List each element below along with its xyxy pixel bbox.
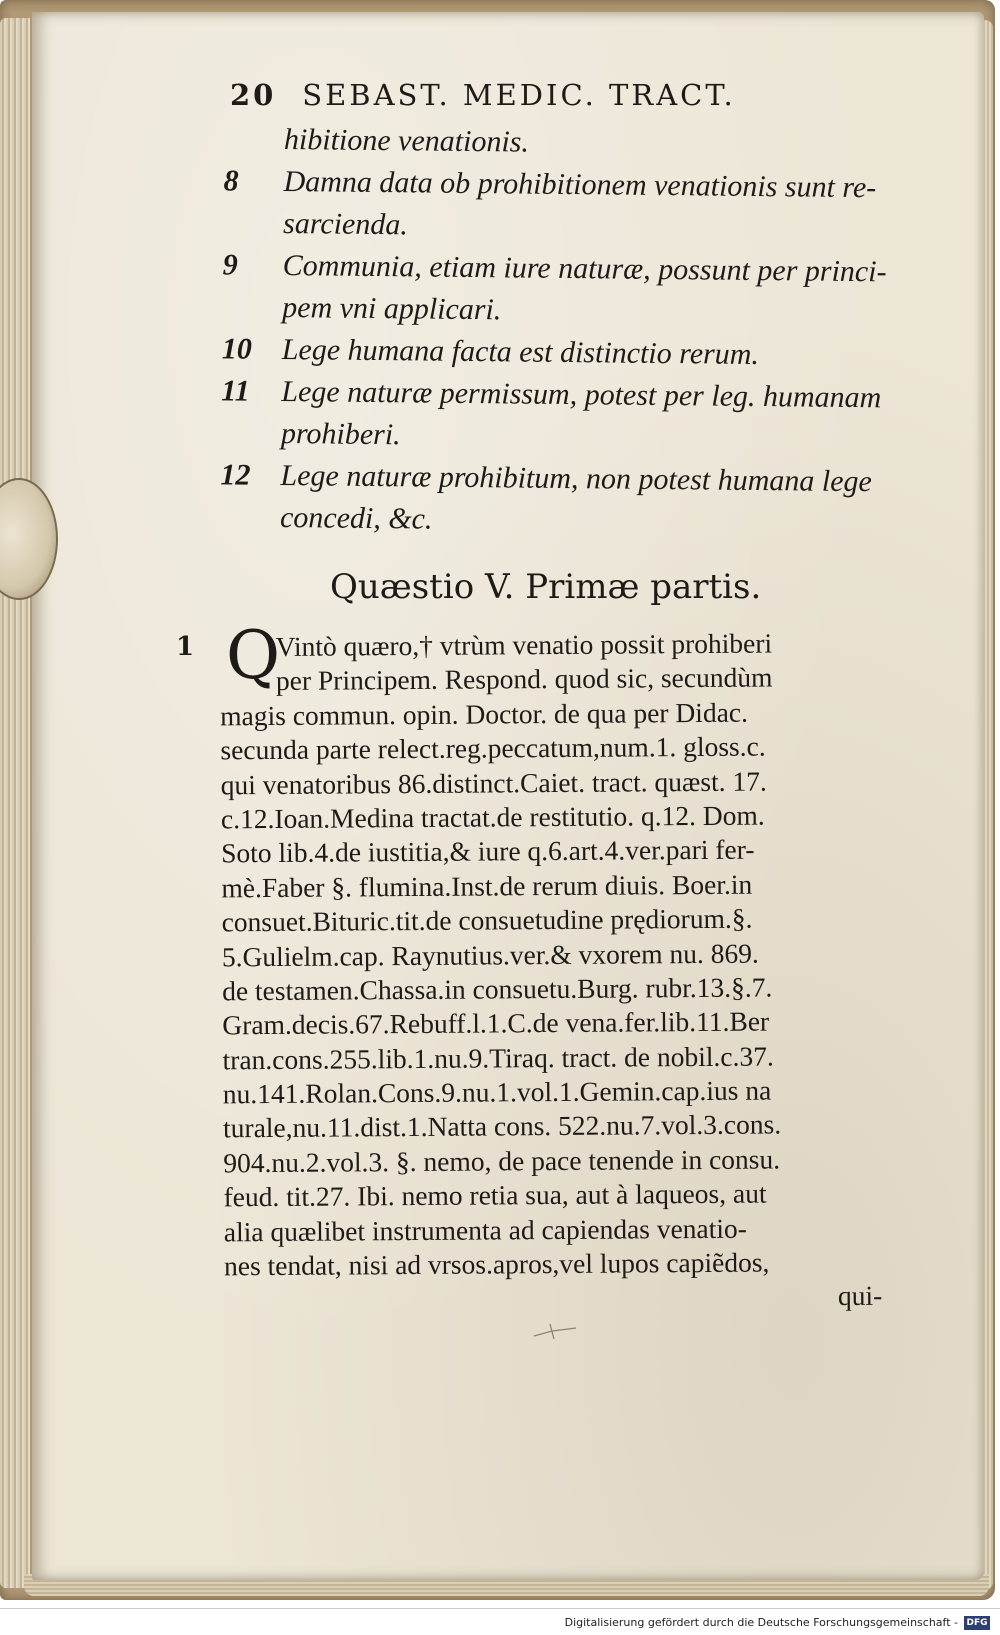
pencil-mark (532, 1322, 578, 1340)
funding-notice: Digitalisierung gefördert durch die Deutsche Forschungsgemeinschaft - (564, 1616, 958, 1629)
summary-text: Lege naturæ prohibitum, non potest humana lege (280, 459, 872, 499)
text-line: nes tendat, nisi ad vrsos.apros,vel lupos capiẽdos, (223, 1246, 770, 1282)
question-heading: Quæstio V. Primæ partis. (330, 567, 762, 607)
text-line: magis commun. opin. Doctor. de qua per Didac. (220, 696, 749, 732)
summary-line (222, 328, 912, 377)
summary-list (220, 118, 914, 545)
text-line: nu.141.Rolan.Cons.9.nu.1.vol.1.Gemin.cap.ius na (222, 1074, 772, 1110)
summary-line (224, 118, 914, 167)
summary-text: Damna data ob prohibitionem venationis sunt re- (283, 165, 877, 205)
body-text (220, 626, 895, 1318)
summary-text: pem vni applicari. (282, 291, 502, 327)
summary-number: 11 (221, 374, 250, 408)
text-line: tran.cons.255.lib.1.nu.9.Tiraq. tract. de nobil.c.37. (222, 1040, 774, 1076)
summary-line (221, 370, 911, 419)
summary-number: 12 (220, 458, 251, 492)
summary-text: concedi, &c. (279, 501, 433, 536)
page-edges-right (983, 20, 993, 1590)
text-line: Vintò quæro,† vtrùm venatio possit prohiberi (275, 627, 773, 662)
text-line: mè.Faber §. flumina.Inst.de rerum diuis. Boer.in (221, 868, 753, 904)
text-line: de testamen.Chassa.in consuetu.Burg. rubr.13.§.7. (222, 971, 773, 1007)
text-line: secunda parte relect.reg.peccatum,num.1. gloss.c. (220, 730, 766, 766)
text-line: Gram.decis.67.Rebuff.l.1.C.de vena.fer.lib.11.Ber (222, 1005, 770, 1041)
text-line: Soto lib.4.de iustitia,& iure q.6.art.4.ver.pari fer- (221, 833, 755, 869)
catchword: qui- (837, 1280, 883, 1312)
page-number: 20 (230, 78, 277, 112)
summary-number: 8 (223, 164, 239, 198)
summary-number: 10 (221, 332, 252, 366)
summary-line (222, 286, 912, 335)
text-line: consuet.Bituric.tit.de consuetudine prędiorum.§. (221, 902, 753, 938)
running-title: SEBAST. MEDIC. TRACT. (302, 78, 736, 112)
text-line: c.12.Ioan.Medina tractat.de restitutio. q.12. Dom. (220, 799, 765, 835)
summary-number: 9 (222, 248, 238, 282)
summary-text: hibitione venationis. (283, 123, 530, 159)
text-line: 904.nu.2.vol.3. §. nemo, de pace tenende in consu. (223, 1143, 781, 1179)
summary-line (220, 454, 910, 503)
summary-text: Lege humana facta est distinctio rerum. (281, 333, 760, 372)
text-line: 5.Gulielm.cap. Raynutius.ver.& vxorem nu. 869. (221, 937, 759, 972)
summary-text: Lege naturæ permissum, potest per leg. humanam (281, 375, 882, 415)
paragraph-number: 1 (176, 632, 195, 662)
text-line: feud. tit.27. Ibi. nemo retia sua, aut à laqueos, aut (223, 1177, 767, 1213)
summary-text: prohiberi. (280, 417, 401, 452)
page-edges-left (0, 18, 30, 1588)
summary-text: Communia, etiam iure naturæ, possunt per princi- (282, 249, 887, 289)
summary-line (222, 244, 912, 293)
summary-line (220, 496, 910, 545)
drop-cap-initial: Q (226, 617, 281, 694)
footer-bar (0, 1608, 1000, 1635)
summary-line (223, 160, 913, 209)
summary-line (221, 412, 911, 461)
text-line: turale,nu.11.dist.1.Natta cons. 522.nu.7.vol.3.cons. (222, 1108, 782, 1144)
text-line: alia quælibet instrumenta ad capiendas venatio- (223, 1212, 747, 1247)
dfg-logo: DFG (964, 1616, 990, 1630)
running-head (230, 78, 830, 112)
text-line: per Principem. Respond. quod sic, secundùm (275, 661, 773, 697)
text-line: qui venatoribus 86.distinct.Caiet. tract. quæst. 17. (220, 765, 767, 800)
summary-text: sarcienda. (282, 207, 408, 242)
summary-line (223, 202, 913, 251)
